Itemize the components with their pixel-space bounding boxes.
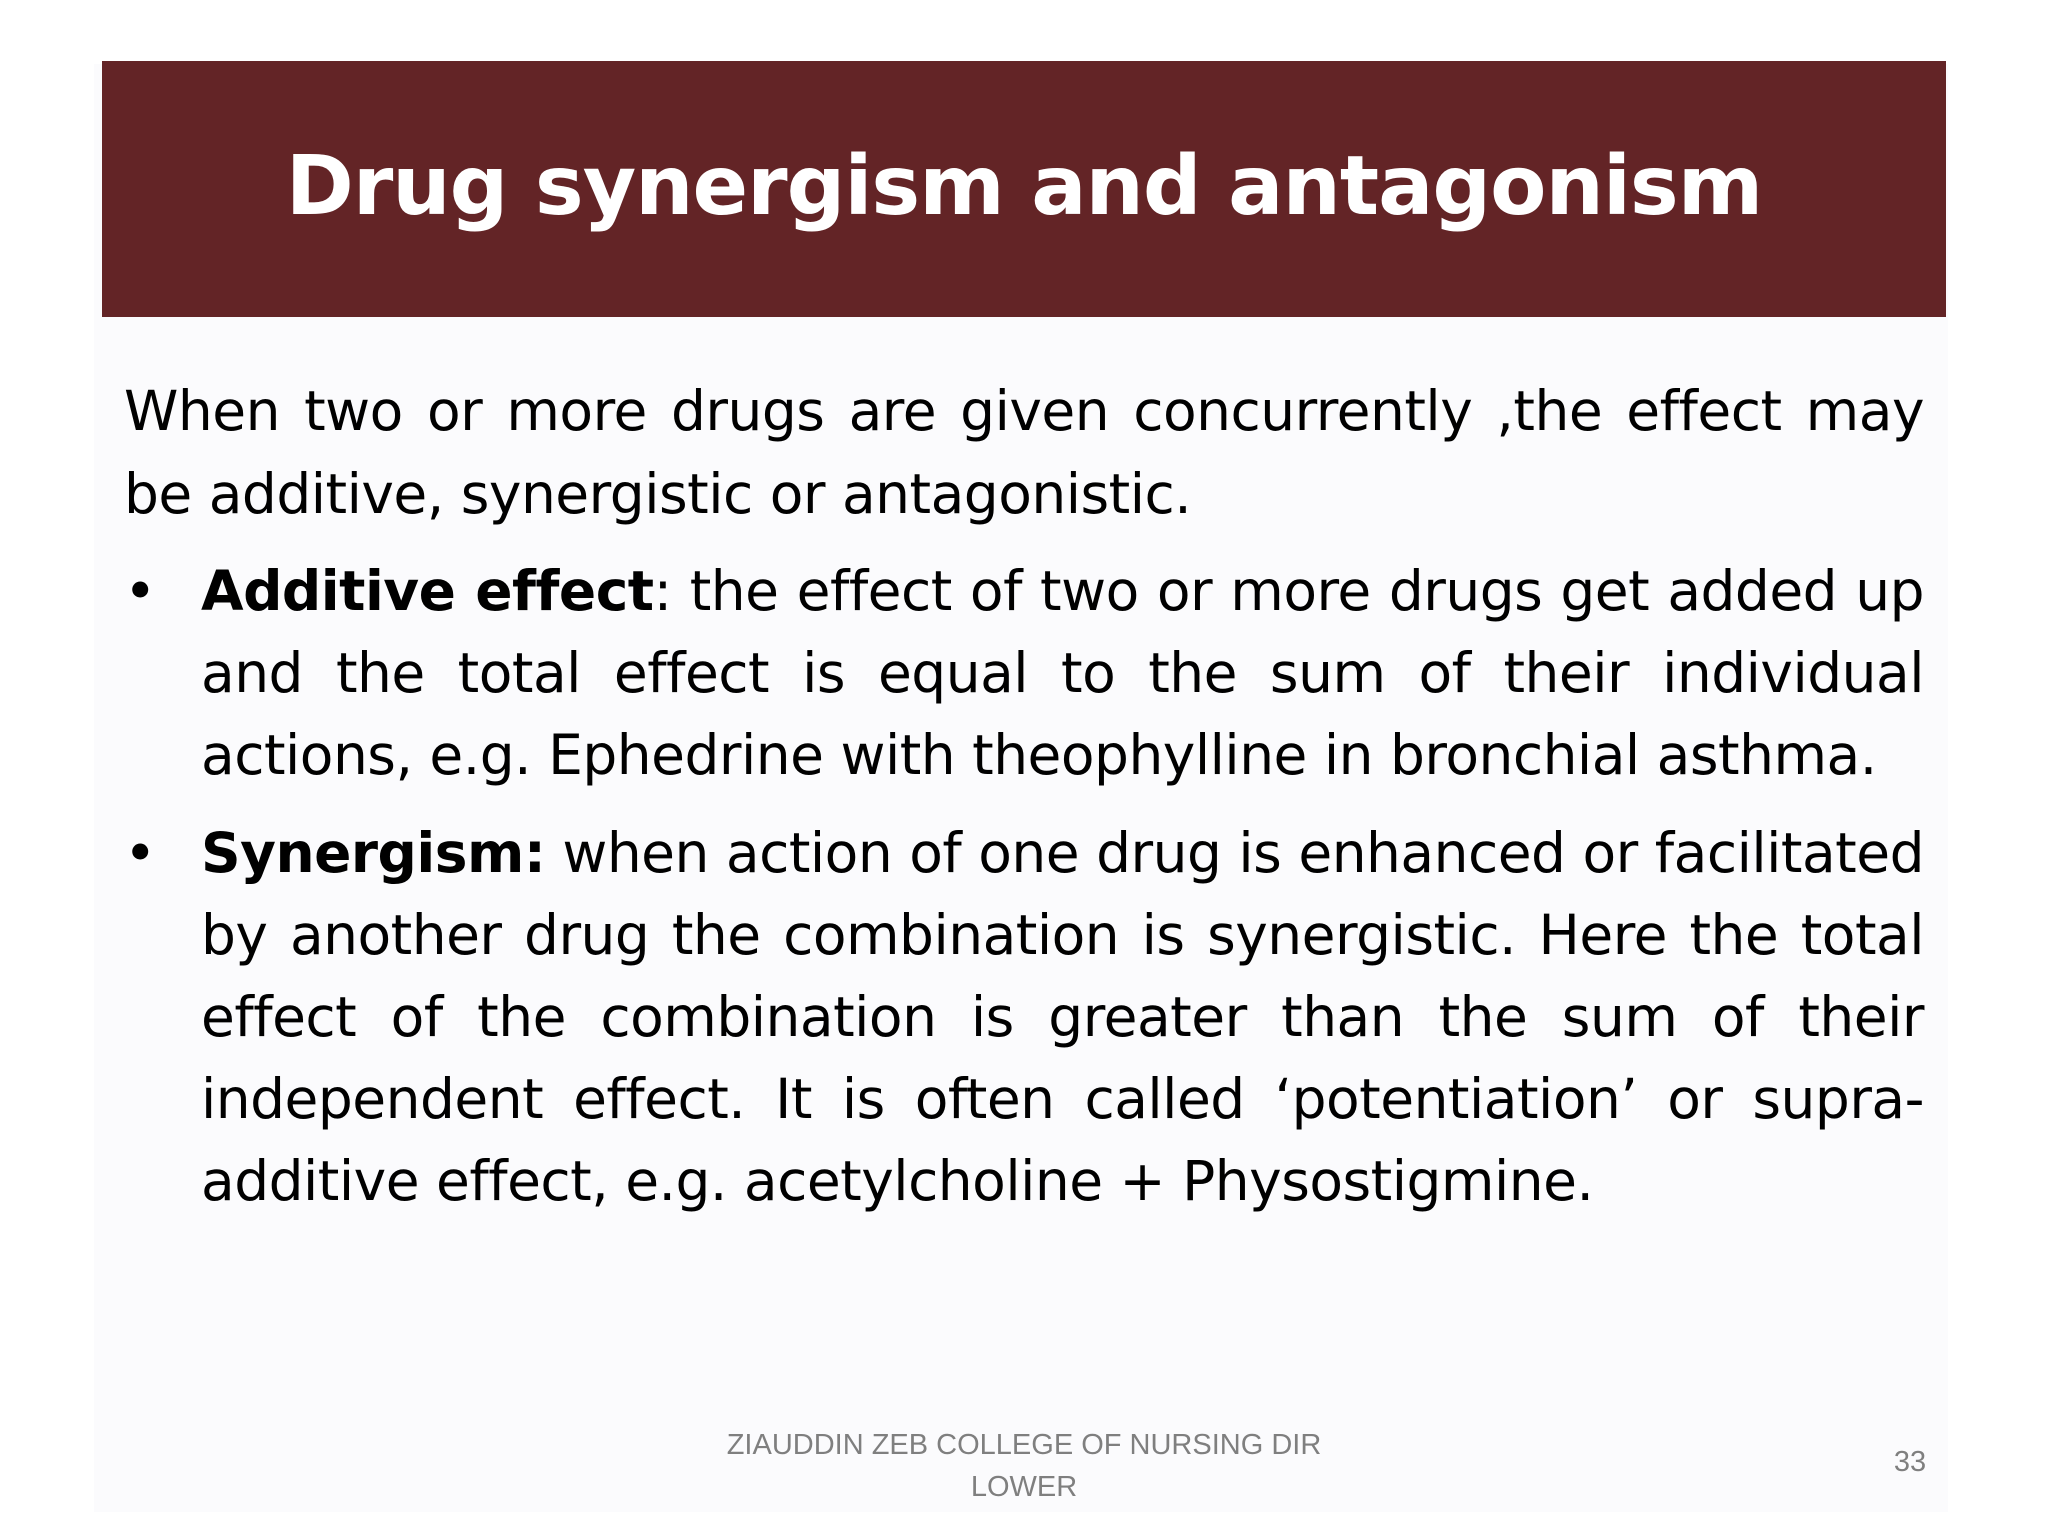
bullet-synergism <box>124 812 1924 1222</box>
bullet-marker: • <box>124 821 156 885</box>
intro-paragraph: When two or more drugs are given concurrently ,the effect may be additive, synergistic or antagonistic. <box>124 379 1924 526</box>
title-banner <box>102 61 1946 317</box>
slide-title: Drug synergism and antagonism <box>285 138 1763 234</box>
slide-body <box>124 370 1924 1222</box>
bullet-term: Synergism: <box>201 821 546 885</box>
bullet-term: Additive effect <box>201 559 654 623</box>
footer-institution: ZIAUDDIN ZEB COLLEGE OF NURSING DIR LOWER <box>726 1429 1322 1503</box>
bullet-text: : the effect of two or more drugs get added up and the total effect is equal to the sum of their individual actions, e.g. Ephedrine with theophylline in bronchial asthma. <box>201 559 1924 787</box>
bullet-marker: • <box>124 559 156 623</box>
bullet-additive-effect <box>124 550 1924 796</box>
bullet-text: when action of one drug is enhanced or facilitated by another drug the combination is synergistic. Here the total effect of the combination is greater than the sum of their independent effect. It is often called ‘potentiation’ or supra-additive effect, e.g. acetylcholine + Physostigmine. <box>201 821 1924 1213</box>
page-number: 33 <box>1893 1446 1927 1478</box>
